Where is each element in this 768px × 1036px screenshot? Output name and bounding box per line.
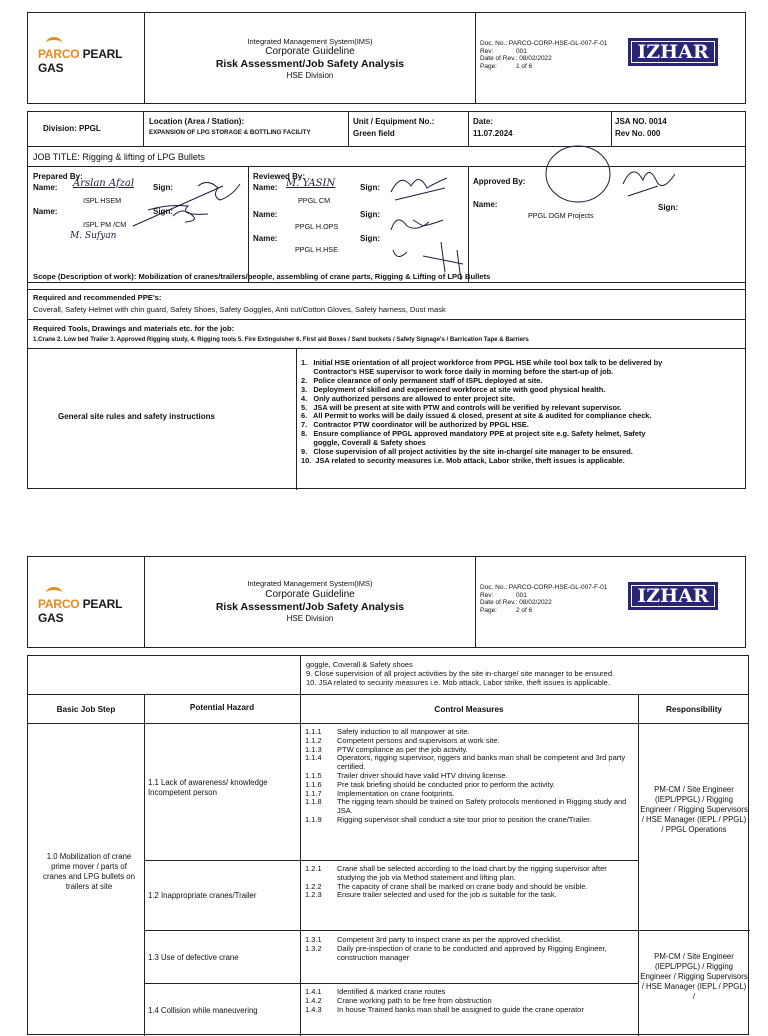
reviewed-name-handwritten: M. YASIN bbox=[286, 178, 336, 189]
rule-item: 8. Ensure compliance of PPGL approved mandatory PPE at project site e.g. Safety helmet, Safety bbox=[301, 429, 646, 439]
control-text: Crane shall be selected according to the load chart by the rigging supervisor after studying the job via Method statement and lifting plan. bbox=[337, 864, 607, 882]
prepared-by-label: Prepared By: bbox=[33, 172, 83, 181]
prepared-signatures-icon bbox=[73, 176, 253, 236]
rule-item: Contractor's HSE supervisor to work force daily in morning before the start-up of job. bbox=[301, 366, 614, 376]
reviewed-role-1: PPGL CM bbox=[298, 196, 331, 205]
rev-label: Rev: bbox=[480, 47, 494, 55]
col-responsibility: Responsibility bbox=[666, 705, 722, 714]
doc-info bbox=[480, 584, 607, 614]
rule-item: 5. JSA will be present at site with PTW and controls will be verified by relevant supervisor. bbox=[301, 402, 622, 412]
doc-number: Doc. No.: PARCO-CORP-HSE-GL-007-F-01 bbox=[480, 40, 608, 47]
rule-item: 3. Deployment of skilled and experienced workforce at site with good physical health. bbox=[301, 384, 606, 394]
general-rules-label: General site rules and safety instructions bbox=[58, 412, 215, 421]
doc-number: Doc. No.: PARCO-CORP-HSE-GL-007-F-01 bbox=[480, 584, 608, 591]
control-number: 1.1.2 bbox=[305, 735, 322, 745]
control-measure bbox=[305, 798, 635, 816]
hazard-table bbox=[27, 655, 749, 1035]
page2-header bbox=[27, 556, 746, 648]
unit-value: Green field bbox=[353, 129, 395, 138]
col-basic-job-step: Basic Job Step bbox=[56, 705, 116, 714]
company-logo: PARCO PEARL GAS bbox=[38, 597, 123, 625]
page1-header bbox=[27, 12, 746, 104]
control-text: In house Trained banks man shall be assigned to guide the crane operator bbox=[337, 1004, 584, 1014]
control-text: Competent 3rd party to inspect crane as per the approved checklist. bbox=[337, 935, 563, 944]
division-label: HSE Division bbox=[286, 71, 334, 80]
hazard-1-4: 1.4 Collision while maneuvering bbox=[148, 1006, 258, 1015]
carry-over-rules bbox=[306, 660, 746, 687]
name-label: Name: bbox=[33, 207, 58, 216]
controls-1-3 bbox=[305, 936, 635, 962]
approved-by-label: Approved By: bbox=[473, 177, 526, 186]
control-number: 1.1.8 bbox=[305, 797, 322, 807]
carry-line: 10. JSA related to security measures i.e. Mob attack, Labor strike, theft issues is applicable. bbox=[306, 678, 610, 687]
page-number: 1 of 6 bbox=[516, 62, 533, 70]
control-number: 1.1.6 bbox=[305, 779, 322, 789]
control-text: Pre task briefing should be conducted prior to perform the activity. bbox=[337, 779, 555, 789]
control-number: 1.1.1 bbox=[305, 727, 322, 736]
rev-value: 001 bbox=[516, 47, 527, 55]
reviewed-by-label: Reviewed By: bbox=[253, 172, 306, 181]
control-number: 1.1.3 bbox=[305, 744, 322, 754]
reviewed-role-2: PPGL H.OPS bbox=[295, 222, 339, 231]
location-value: EXPANSION OF LPG STORAGE & BOTTLING FACILITY bbox=[149, 129, 311, 136]
control-number: 1.1.5 bbox=[305, 770, 322, 780]
control-measure bbox=[305, 891, 635, 900]
sign-label: Sign: bbox=[658, 203, 678, 212]
basic-job-step-1: 1.0 Mobilization of crane prime mover / parts of cranes and LPG bullets on trailers at site bbox=[43, 852, 135, 891]
ppe-value: Coverall, Safety Helmet with chin guard, Safety Shoes, Safety Goggles, Anti cut/Cotton Gloves, Safety harness, Dust mask bbox=[33, 305, 446, 314]
rule-item: 7. Contractor PTW coordinator will be authorized by PPGL HSE. bbox=[301, 420, 529, 430]
control-number: 1.1.9 bbox=[305, 814, 322, 824]
rule-item: 2. Police clearance of only permanent staff of ISPL deployed at site. bbox=[301, 375, 543, 385]
control-measure bbox=[305, 865, 635, 883]
hazard-1-3: 1.3 Use of defective crane bbox=[148, 953, 239, 962]
control-text: Safety induction to all manpower at site. bbox=[337, 727, 470, 736]
col-control-measures: Control Measures bbox=[434, 705, 504, 714]
control-number: 1.4.1 bbox=[305, 987, 322, 996]
control-number: 1.1.4 bbox=[305, 753, 322, 763]
control-measure bbox=[305, 1006, 635, 1015]
division-field: Division: PPGL bbox=[43, 124, 101, 133]
controls-1-1 bbox=[305, 728, 635, 825]
name-label: Name: bbox=[253, 210, 278, 219]
prepared-name-2-handwritten: M. Sufyan bbox=[70, 231, 117, 241]
title-cell bbox=[145, 13, 476, 103]
control-number: 1.3.2 bbox=[305, 943, 322, 953]
guideline-label: Corporate Guideline bbox=[265, 589, 355, 600]
rev-number: Rev No. 000 bbox=[615, 129, 661, 138]
rule-item: 4. Only authorized persons are allowed to enter project site. bbox=[301, 393, 515, 403]
rule-item: 6. All Permit to works will be daily issued & closed, present at site & audited for compliance check. bbox=[301, 411, 652, 421]
location-label: Location (Area / Station): bbox=[149, 117, 245, 126]
control-text: Rigging supervisor shall conduct a site tour prior to position the crane/Trailer. bbox=[337, 814, 592, 824]
ims-label: Integrated Management System(IMS) bbox=[247, 37, 373, 46]
rule-item: 9. Close supervision of all project activities by the site in-charge/ site manager to be ensured. bbox=[301, 447, 633, 457]
control-measure bbox=[305, 816, 635, 825]
responsibility-2: PM-CM / Site Engineer (IEPL/PPGL) / Rigging Engineer / Rigging Supervisors / HSE Manager (IEPL / PPGL) / bbox=[640, 952, 748, 1001]
jsa-form bbox=[27, 111, 746, 489]
control-text: Ensure trailer selected and used for the job is suitable for the task. bbox=[337, 890, 557, 900]
control-text: Crane working path to be free from obstruction bbox=[337, 995, 492, 1005]
control-number: 1.3.1 bbox=[305, 935, 322, 944]
approved-signature-icon bbox=[533, 144, 683, 222]
name-label: Name: bbox=[33, 183, 58, 192]
control-text: PTW compliance as per the job activity. bbox=[337, 744, 468, 754]
document-title: Risk Assessment/Job Safety Analysis bbox=[215, 58, 405, 70]
control-text: The rigging team should be trained on Safety protocols mentioned in Rigging study and JSA. bbox=[337, 797, 627, 816]
control-number: 1.2.1 bbox=[305, 864, 322, 873]
reviewed-role-3: PPGL H.HSE bbox=[295, 245, 338, 254]
rule-item: goggle, Coverall & Safety shoes bbox=[301, 438, 426, 448]
logo-flame-icon bbox=[46, 587, 62, 599]
rev-label: Rev: bbox=[480, 591, 494, 599]
page-number: 2 of 6 bbox=[516, 606, 533, 614]
sign-label: Sign: bbox=[153, 207, 173, 216]
control-text: Trailer driver should have valid HTV driving license. bbox=[337, 770, 508, 780]
jsa-number: JSA NO. 0014 bbox=[615, 117, 667, 126]
control-text: Implementation on crane footprints. bbox=[337, 788, 455, 798]
page-label: Page: bbox=[480, 606, 497, 614]
approved-role: PPGL DGM Projects bbox=[528, 211, 594, 220]
logo-cell bbox=[28, 557, 145, 647]
page-label: Page: bbox=[480, 62, 497, 70]
ims-label: Integrated Management System(IMS) bbox=[247, 579, 373, 588]
hazard-1-2: 1.2 Inappropriate cranes/Trailer bbox=[148, 891, 257, 900]
control-number: 1.4.2 bbox=[305, 995, 322, 1005]
guideline-label: Corporate Guideline bbox=[265, 46, 355, 57]
ppe-label: Required and recommended PPE's: bbox=[33, 293, 162, 302]
date-value: 11.07.2024 bbox=[473, 129, 513, 138]
prepared-name-handwritten: Arslan Afzal bbox=[73, 178, 135, 189]
carry-line: goggle, Coverall & Safety shoes bbox=[306, 660, 413, 669]
responsibility-1: PM-CM / Site Engineer (IEPL/PPGL) / Rigging Engineer / Rigging Supervisors / HSE Manager (IEPL / PPGL) / PPGL Operations bbox=[640, 785, 748, 834]
logo-flame-icon bbox=[46, 37, 62, 49]
unit-label: Unit / Equipment No.: bbox=[353, 117, 435, 126]
title-cell bbox=[145, 557, 476, 647]
date-of-rev: Date of Rev.: 08/02/2022 bbox=[480, 599, 552, 607]
sign-label: Sign: bbox=[360, 210, 380, 219]
reviewed-signatures-icon bbox=[383, 170, 473, 280]
control-text: Identified & marked crane routes bbox=[337, 987, 446, 996]
date-of-rev: Date of Rev.: 08/02/2022 bbox=[480, 55, 552, 63]
izhar-logo: IZHAR bbox=[628, 38, 718, 66]
tools-value: 1.Crane 2. Low bed Trailer 3. Approved Rigging study, 4. Rigging tools 5. Fire Extinguisher 6. First aid Boxes / Sand buckets / Safety Signage's / Barrication Tape & Barriers bbox=[33, 336, 529, 343]
col-potential-hazard: Potential Hazard bbox=[189, 703, 255, 712]
prepared-role-1: ISPL HSEM bbox=[83, 196, 122, 205]
izhar-logo: IZHAR bbox=[628, 582, 718, 610]
carry-line: 9. Close supervision of all project activities by the site in-charge/ site manager to be ensured. bbox=[306, 669, 615, 678]
document-title: Risk Assessment/Job Safety Analysis bbox=[215, 601, 405, 613]
date-label: Date: bbox=[473, 117, 494, 126]
sign-label: Sign: bbox=[360, 234, 380, 243]
job-title: JOB TITLE: Rigging & lifting of LPG Bullets bbox=[33, 152, 205, 162]
control-text: The capacity of crane shall be marked on crane body and should be visible. bbox=[337, 881, 588, 891]
logo-cell bbox=[28, 13, 145, 103]
control-text: Daily pre-inspection of crane to be conducted and approved by Rigging Engineer, construction manager bbox=[337, 943, 607, 962]
control-text: Competent persons and supervisors at work site. bbox=[337, 735, 500, 745]
control-number: 1.1.7 bbox=[305, 788, 322, 798]
prepared-role-2: ISPL PM /CM bbox=[83, 220, 127, 229]
control-number: 1.4.3 bbox=[305, 1004, 322, 1014]
controls-1-4 bbox=[305, 988, 635, 1014]
scope-of-work: Scope (Description of work): Mobilization of cranes/trailers/people, assembling of crane parts, Rigging & Lifting of LPG Bullets bbox=[33, 272, 491, 281]
control-measure bbox=[305, 945, 635, 963]
control-number: 1.2.2 bbox=[305, 881, 322, 891]
division-label: HSE Division bbox=[286, 614, 334, 623]
control-number: 1.2.3 bbox=[305, 890, 322, 900]
name-label: Name: bbox=[253, 183, 278, 192]
name-label: Name: bbox=[473, 200, 498, 209]
control-measure bbox=[305, 754, 635, 772]
name-label: Name: bbox=[253, 234, 278, 243]
controls-1-2 bbox=[305, 865, 635, 900]
company-logo: PARCO PEARL GAS bbox=[38, 47, 123, 75]
rev-value: 001 bbox=[516, 591, 527, 599]
tools-label: Required Tools, Drawings and materials etc. for the job: bbox=[33, 324, 235, 333]
control-text: Operators, rigging supervisor, riggers and banks man shall be competent and 3rd party certified. bbox=[337, 753, 626, 772]
sign-label: Sign: bbox=[153, 183, 173, 192]
rule-item: 10. JSA related to security measures i.e. Mob attack, Labor strike, theft issues is applicable. bbox=[301, 455, 625, 465]
rules-list bbox=[301, 359, 745, 466]
rule-item: 1. Initial HSE orientation of all project workforce from PPGL HSE while tool box talk to be delivered by bbox=[301, 358, 663, 367]
hazard-1-1: 1.1 Lack of awareness/ knowledge Incompetent person bbox=[148, 778, 268, 797]
sign-label: Sign: bbox=[360, 183, 380, 192]
doc-info bbox=[480, 40, 607, 70]
